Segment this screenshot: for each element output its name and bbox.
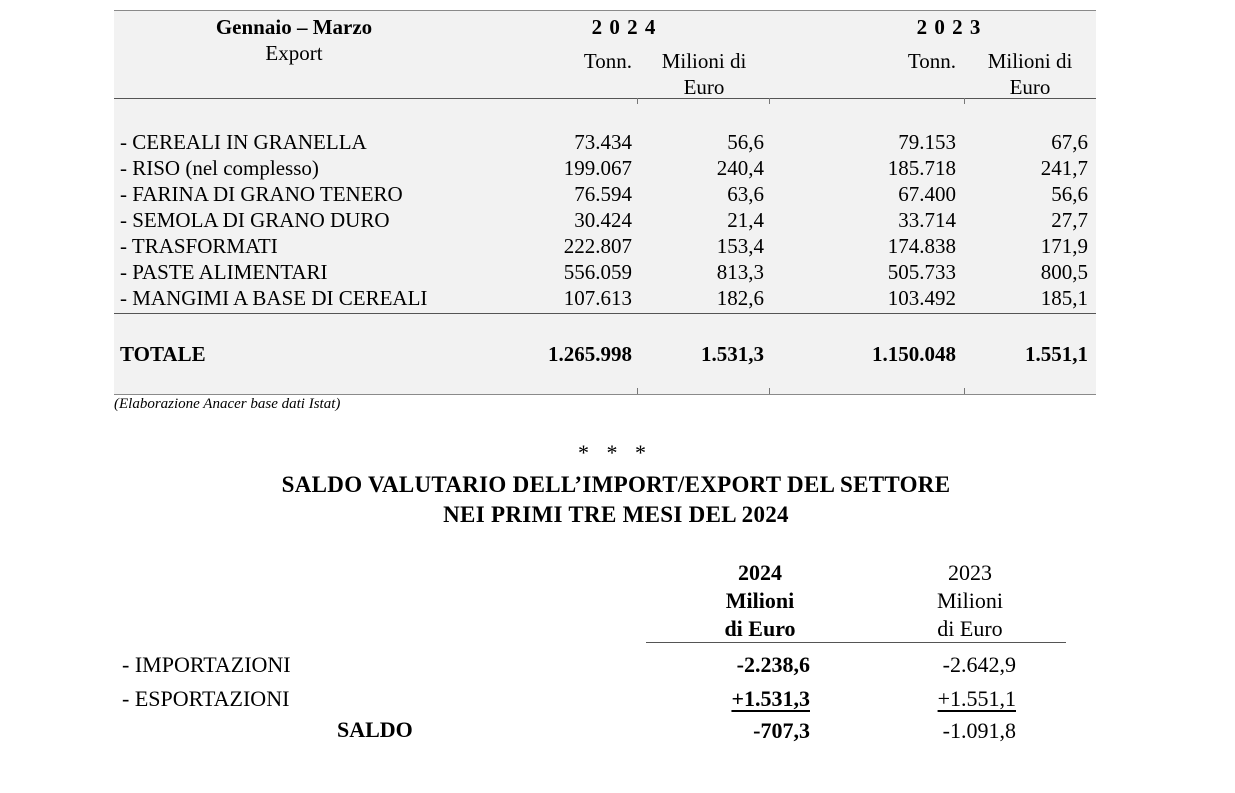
tonn-2024: 30.424 (574, 208, 632, 232)
tonn-2024: 199.067 (563, 156, 632, 180)
header-tonn-2023: Tonn. (907, 49, 956, 73)
row-label: - PASTE ALIMENTARI (120, 260, 328, 284)
header-flow: Export (265, 41, 323, 65)
table-row (114, 155, 1096, 181)
row-label: - TRASFORMATI (120, 234, 278, 258)
total-row (114, 341, 1096, 367)
saldo-header-rule (646, 642, 1066, 643)
saldo-header-2023-unit2: di Euro (937, 616, 1003, 641)
saldo-value-2024 (660, 685, 810, 713)
table-row (114, 233, 1096, 259)
tonn-2024: 107.613 (563, 286, 632, 310)
total-tonn-2023: 1.150.048 (872, 342, 956, 366)
eur-2024: 813,3 (716, 260, 764, 284)
saldo-header-2024-unit2: di Euro (724, 616, 796, 641)
eur-2023: 27,7 (1051, 208, 1088, 232)
header-year-2024: 2 0 2 4 (591, 15, 657, 39)
table-row (114, 207, 1096, 233)
saldo-header-2024-unit1: Milioni (725, 588, 795, 613)
col-tick (964, 388, 965, 394)
header-milioni-2023-line2: Euro (1009, 75, 1051, 99)
saldo-row-label: - IMPORTAZIONI (122, 652, 291, 677)
header-rule (114, 98, 1096, 99)
source-note: (Elaborazione Anacer base dati Istat) (114, 396, 341, 412)
tonn-2024: 73.434 (574, 130, 632, 154)
eur-2023: 185,1 (1040, 286, 1088, 310)
saldo-title-line2: NEI PRIMI TRE MESI DEL 2024 (443, 502, 789, 527)
tonn-2023: 185.718 (887, 156, 956, 180)
eur-2023: 800,5 (1040, 260, 1088, 284)
saldo-total-label: SALDO (337, 717, 413, 742)
eur-2024: 63,6 (727, 182, 764, 206)
col-tick (637, 98, 638, 104)
total-eur-2023: 1.551,1 (1025, 342, 1088, 366)
total-rule (114, 313, 1096, 314)
tonn-2024: 222.807 (563, 234, 632, 258)
row-label: - FARINA DI GRANO TENERO (120, 182, 403, 206)
saldo-header-2023-unit1: Milioni (936, 588, 1003, 613)
table-row (114, 181, 1096, 207)
col-tick (637, 388, 638, 394)
saldo-value-2024: -2.238,6 (736, 652, 810, 677)
saldo-title-line1: SALDO VALUTARIO DELL’IMPORT/EXPORT DEL SETTORE (281, 472, 951, 497)
table-row (114, 129, 1096, 155)
saldo-total-2024: -707,3 (753, 718, 810, 743)
table-row (114, 259, 1096, 285)
saldo-header-2024-year: 2024 (738, 560, 782, 585)
tonn-2024: 76.594 (574, 182, 632, 206)
total-label: TOTALE (120, 342, 206, 366)
total-eur-2024: 1.531,3 (701, 342, 764, 366)
col-tick (769, 98, 770, 104)
eur-2024: 182,6 (716, 286, 764, 310)
eur-2023: 67,6 (1051, 130, 1088, 154)
header-period: Gennaio – Marzo (215, 15, 373, 39)
total-tonn-2024: 1.265.998 (548, 342, 632, 366)
saldo-value-2023: -2.642,9 (942, 652, 1016, 677)
eur-2024: 21,4 (727, 208, 764, 232)
col-tick (964, 98, 965, 104)
export-table (114, 10, 1096, 395)
section-separator: * * * (578, 440, 652, 465)
table-row (114, 285, 1096, 311)
eur-2024: 240,4 (716, 156, 764, 180)
saldo-row-label: - ESPORTAZIONI (122, 686, 290, 711)
header-tonn-2024: Tonn. (583, 49, 632, 73)
tonn-2024: 556.059 (563, 260, 632, 284)
tonn-2023: 67.400 (898, 182, 956, 206)
saldo-value-2024-text: +1.531,3 (731, 686, 810, 711)
header-milioni-2023-line1: Milioni di (987, 49, 1073, 73)
tonn-2023: 505.733 (887, 260, 956, 284)
saldo-value-2023 (866, 685, 1016, 713)
tonn-2023: 79.153 (898, 130, 956, 154)
saldo-total-2023: -1.091,8 (942, 718, 1016, 743)
row-label: - CEREALI IN GRANELLA (120, 130, 367, 154)
eur-2024: 153,4 (716, 234, 764, 258)
header-milioni-2024-line1: Milioni di (661, 49, 747, 73)
eur-2023: 171,9 (1040, 234, 1088, 258)
header-year-2023: 2 0 2 3 (916, 15, 982, 39)
eur-2023: 241,7 (1040, 156, 1088, 180)
tonn-2023: 33.714 (898, 208, 956, 232)
eur-2024: 56,6 (727, 130, 764, 154)
header-milioni-2024-line2: Euro (683, 75, 725, 99)
eur-2023: 56,6 (1051, 182, 1088, 206)
tonn-2023: 174.838 (887, 234, 956, 258)
row-label: - MANGIMI A BASE DI CEREALI (120, 286, 428, 310)
row-label: - RISO (nel complesso) (120, 156, 319, 180)
col-tick (769, 388, 770, 394)
tonn-2023: 103.492 (887, 286, 956, 310)
saldo-header-2023-year: 2023 (948, 560, 992, 585)
row-label: - SEMOLA DI GRANO DURO (120, 208, 390, 232)
saldo-value-2023-text: +1.551,1 (937, 686, 1016, 711)
